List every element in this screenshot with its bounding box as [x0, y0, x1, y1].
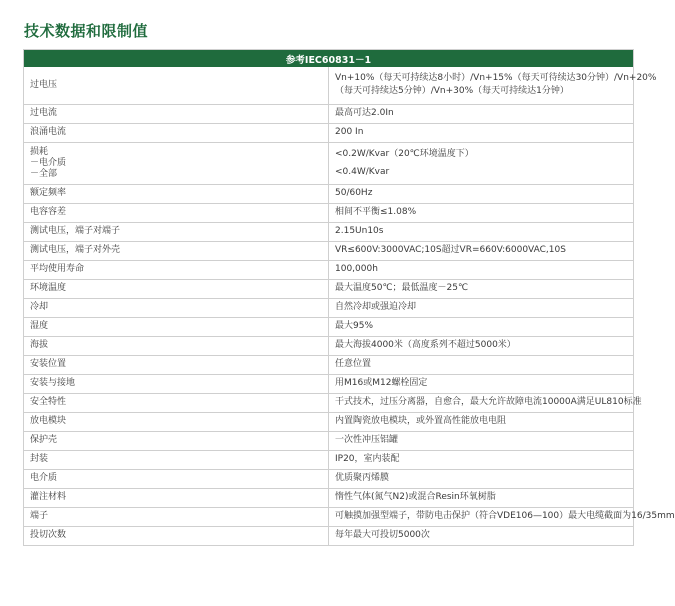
row-value-cell: [329, 142, 634, 184]
row-label: 额定频率: [30, 188, 67, 198]
table-row: [24, 142, 634, 184]
row-label-cell: [24, 184, 329, 203]
row-value: 可触摸加强型端子，带防电击保护（符合VDE106—100）最大电缆截面为16/35mm: [335, 511, 675, 521]
row-value: 最大海拔4000米（高度系列不超过5000米）: [335, 340, 516, 350]
row-value: 优质聚丙烯膜: [335, 473, 390, 483]
row-label: 封装: [30, 454, 49, 464]
row-label-cell: [24, 469, 329, 488]
table-row: [24, 184, 634, 203]
row-value: VR≤600V:3000VAC;10S超过VR=660V:6000VAC,10S: [335, 245, 566, 255]
row-value-cell: [329, 67, 657, 104]
row-value-cell: [329, 260, 634, 279]
table-row: [24, 336, 634, 355]
row-label-cell: [24, 142, 329, 184]
row-value: 任意位置: [335, 359, 372, 369]
row-label-cell: [24, 488, 329, 507]
row-label: 安全特性: [30, 397, 67, 407]
row-label: 放电模块: [30, 416, 67, 426]
row-label: 安装位置: [30, 359, 67, 369]
row-value-cell: [329, 488, 634, 507]
table-row: [24, 488, 634, 507]
row-label-cell: [24, 317, 329, 336]
row-value: IP20，室内装配: [335, 454, 400, 464]
row-value: 50/60Hz: [335, 188, 373, 198]
row-value-cell: [329, 355, 634, 374]
row-label-cell: [24, 526, 329, 545]
row-value: 自然冷却或强迫冷却: [335, 302, 417, 312]
row-label-cell: [24, 123, 329, 142]
row-value: 200 In: [335, 127, 364, 137]
row-label-cell: [24, 431, 329, 450]
row-label-cell: [24, 507, 329, 526]
table-row: [24, 104, 634, 123]
row-value-cell: [329, 374, 634, 393]
row-value-cell: [329, 431, 634, 450]
row-value-cell: [329, 507, 675, 526]
row-value-cell: [329, 279, 634, 298]
row-label: 过电压: [30, 79, 58, 90]
table-row: [24, 450, 634, 469]
row-label: 测试电压，端子对端子: [30, 226, 121, 236]
row-value-cell: [329, 203, 634, 222]
row-label-cell: [24, 279, 329, 298]
table-row: [24, 203, 634, 222]
row-value-cell: [329, 222, 634, 241]
row-value-cell: [329, 469, 634, 488]
row-label-cell: [24, 374, 329, 393]
spec-table: [23, 49, 675, 546]
table-row: [24, 526, 634, 545]
table-row: [24, 67, 634, 104]
row-label: 过电流: [30, 108, 58, 118]
table-row: [24, 393, 634, 412]
row-label: 保护壳: [30, 435, 58, 445]
table-row: [24, 260, 634, 279]
row-value: <0.4W/Kvar: [335, 167, 390, 177]
row-value: 用M16或M12螺栓固定: [335, 378, 428, 388]
row-value: 一次性冲压铝罐: [335, 435, 399, 445]
table-row: [24, 507, 634, 526]
row-label-cell: [24, 222, 329, 241]
row-label: 投切次数: [30, 530, 67, 540]
table-row: [24, 298, 634, 317]
table-row: [24, 469, 634, 488]
row-value-cell: [329, 104, 634, 123]
row-label: 电介质: [30, 473, 58, 483]
row-label-cell: [24, 241, 329, 260]
table-row: [24, 355, 634, 374]
row-value: 2.15Un10s: [335, 226, 384, 236]
row-label-cell: [24, 355, 329, 374]
table-row: [24, 317, 634, 336]
row-value-cell: [329, 184, 634, 203]
table-row: [24, 431, 634, 450]
row-label: 浪涌电流: [30, 127, 67, 137]
row-label: 湿度: [30, 321, 49, 331]
row-label: －全部: [30, 168, 58, 179]
row-value-cell: [329, 450, 634, 469]
row-value-cell: [329, 298, 634, 317]
row-label-cell: [24, 67, 329, 104]
row-label-cell: [24, 450, 329, 469]
row-value: 惰性气体(氮气N2)或混合Resin环氧树脂: [335, 492, 496, 502]
row-value-cell: [329, 123, 634, 142]
row-label: 安装与接地: [30, 378, 76, 388]
row-value-cell: [329, 526, 634, 545]
row-label-cell: [24, 336, 329, 355]
row-label: 环境温度: [30, 283, 67, 293]
row-label: 电容容差: [30, 207, 67, 217]
row-value-cell: [329, 336, 634, 355]
row-value: Vn+10%（每天可持续达8小时）/Vn+15%（每天可待续达30分钟）/Vn+20%: [335, 73, 657, 84]
table-row: [24, 241, 634, 260]
row-value-cell: [329, 241, 634, 260]
row-label: 平均使用寿命: [30, 264, 85, 274]
table-header: 参考IEC60831－1: [24, 50, 634, 68]
row-label-cell: [24, 203, 329, 222]
row-value: <0.2W/Kvar（20℃环境温度下）: [335, 149, 474, 159]
row-label: 海拔: [30, 340, 49, 350]
row-value: 最大95%: [335, 321, 374, 331]
row-label: 端子: [30, 511, 49, 521]
row-value-cell: [329, 393, 642, 412]
row-value: 干式技术，过压分离器，自愈合，最大允许故障电流10000A满足UL810标准: [335, 397, 642, 407]
row-value-cell: [329, 412, 634, 431]
row-label: 损耗: [30, 146, 49, 157]
table-row: [24, 123, 634, 142]
table-row: [24, 374, 634, 393]
page-title: 技术数据和限制值: [24, 22, 149, 40]
row-label-cell: [24, 260, 329, 279]
row-value: 最大温度50℃；最低温度－25℃: [335, 283, 469, 293]
row-label: 测试电压，端子对外壳: [30, 245, 121, 255]
table-row: [24, 279, 634, 298]
row-value: 最高可达2.0In: [335, 108, 394, 118]
row-value-cell: [329, 317, 634, 336]
row-label-cell: [24, 298, 329, 317]
row-value: 100,000h: [335, 264, 378, 274]
row-value: 内置陶瓷放电模块，或外置高性能放电电阻: [335, 416, 507, 426]
row-value: （每天可持续达5分钟）/Vn+30%（每天可持续达1分钟）: [335, 86, 569, 97]
row-value: 相间不平衡≤1.08%: [335, 207, 417, 217]
row-label: 冷却: [30, 302, 49, 312]
row-label: 灌注材料: [30, 492, 67, 502]
row-label-cell: [24, 412, 329, 431]
row-value: 每年最大可投切5000次: [335, 530, 430, 540]
row-label-cell: [24, 104, 329, 123]
row-label: －电介质: [30, 157, 67, 168]
row-label-cell: [24, 393, 329, 412]
table-row: [24, 412, 634, 431]
table-row: [24, 222, 634, 241]
